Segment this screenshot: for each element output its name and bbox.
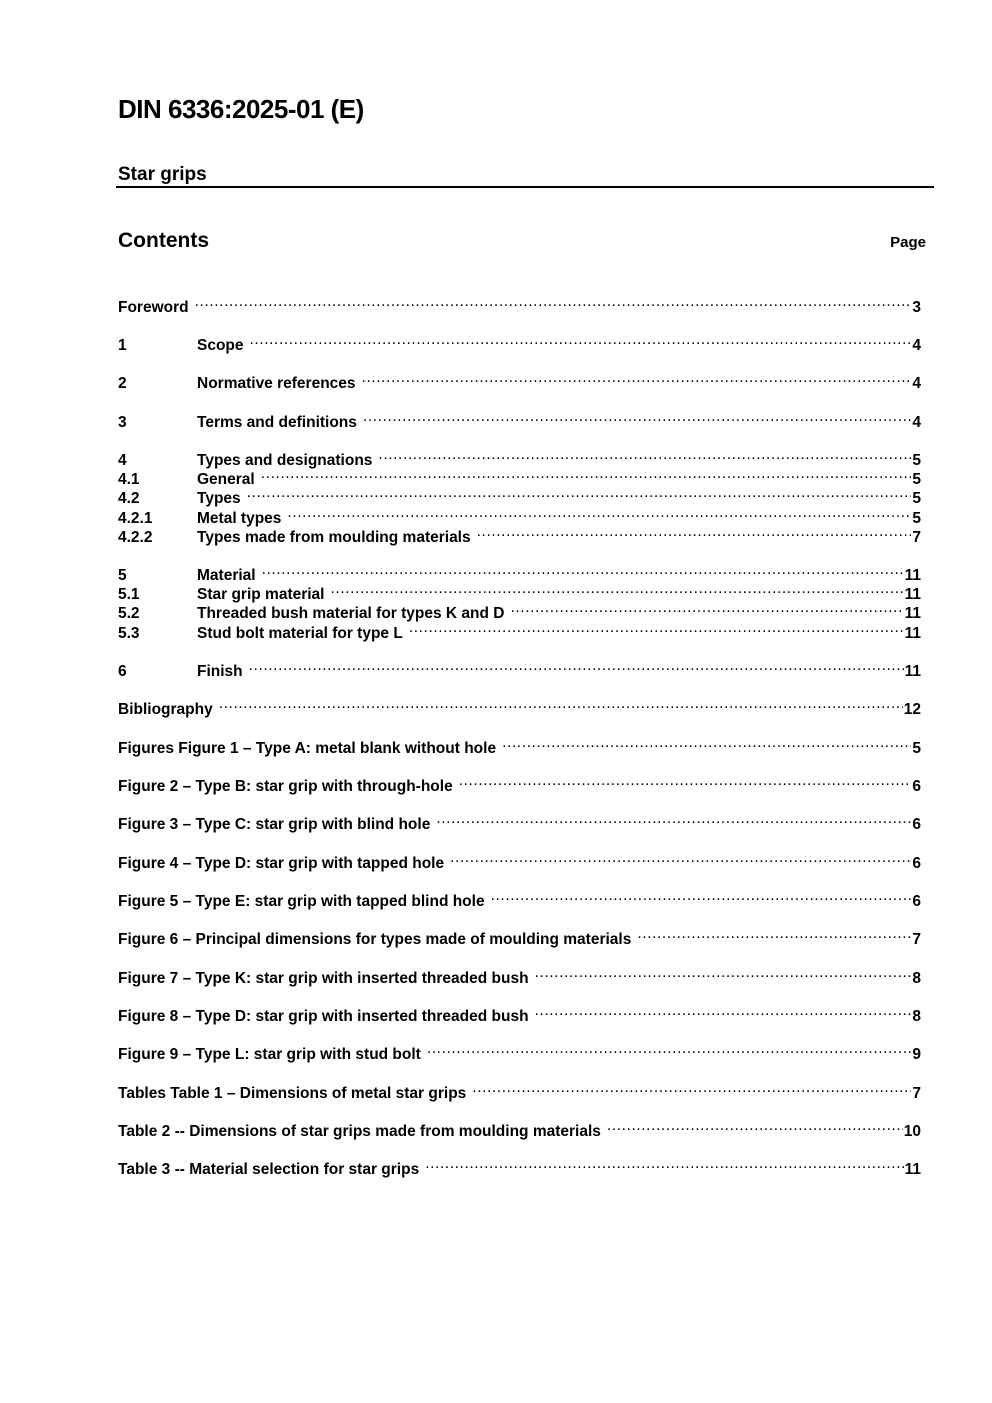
toc-entry-number: 3 (118, 414, 127, 431)
toc-entry[interactable] (118, 1154, 921, 1178)
toc-entry-page: 5 (912, 471, 921, 488)
toc-entry-page: 11 (904, 1161, 921, 1178)
toc-entry-page: 7 (912, 529, 921, 546)
toc-entry[interactable] (118, 1039, 921, 1063)
toc-entry-title: Metal types (197, 510, 282, 527)
toc-entry-title: Figure 6 – Principal dimensions for types made of moulding materials (118, 931, 632, 948)
toc-entry-title: Scope (197, 337, 244, 354)
toc-entry-title: General (197, 471, 255, 488)
toc-dot-leader (459, 771, 912, 791)
toc-entry-title: Table 3 -- Material selection for star grips (118, 1161, 420, 1178)
toc-dot-leader (287, 503, 911, 523)
toc-dot-leader (249, 656, 904, 676)
toc-entry-title: Stud bolt material for type L (197, 625, 403, 642)
toc-dot-leader (409, 618, 904, 638)
toc-entry[interactable] (118, 407, 921, 431)
page-column-label: Page (890, 234, 926, 251)
toc-entry-page: 8 (912, 970, 921, 987)
toc-entry-page: 6 (912, 893, 921, 910)
toc-entry-title: Figure 8 – Type D: star grip with inserted threaded bush (118, 1008, 529, 1025)
toc-dot-leader (363, 407, 911, 427)
toc-entry-page: 11 (904, 605, 921, 622)
toc-entry-title: Figure 5 – Type E: star grip with tapped blind hole (118, 893, 485, 910)
document-id: DIN 6336:2025-01 (E) (118, 94, 364, 124)
toc-entry-page: 6 (912, 816, 921, 833)
toc-entry-title: Figure 9 – Type L: star grip with stud bolt (118, 1046, 421, 1063)
toc-entry-number: 4.2.1 (118, 510, 153, 527)
toc-entry-number: 4.1 (118, 471, 140, 488)
toc-entry-page: 7 (912, 1085, 921, 1102)
toc-entry[interactable] (118, 886, 921, 910)
toc-entry[interactable] (118, 618, 921, 642)
toc-entry-page: 9 (912, 1046, 921, 1063)
toc-entry-title: Types and designations (197, 452, 373, 469)
toc-dot-leader (195, 292, 912, 312)
toc-entry-title: Figure 2 – Type B: star grip with through-hole (118, 778, 453, 795)
toc-entry-title: Table 2 -- Dimensions of star grips made from moulding materials (118, 1123, 601, 1140)
toc-dot-leader (247, 483, 912, 503)
toc-dot-leader (436, 809, 911, 829)
toc-entry[interactable] (118, 330, 921, 354)
toc-dot-leader (450, 848, 911, 868)
toc-dot-leader (535, 1001, 912, 1021)
toc-entry-page: 11 (904, 586, 921, 603)
toc-entry[interactable] (118, 809, 921, 833)
toc-entry-page: 11 (904, 567, 921, 584)
toc-entry[interactable] (118, 579, 921, 603)
toc-entry[interactable] (118, 483, 921, 507)
toc-entry-number: 2 (118, 375, 127, 392)
toc-entry-title: Figure 4 – Type D: star grip with tapped hole (118, 855, 445, 872)
toc-entry-page: 6 (912, 778, 921, 795)
toc-entry-title: Tables Table 1 – Dimensions of metal star grips (118, 1085, 467, 1102)
toc-entry[interactable] (118, 368, 921, 392)
toc-entry[interactable] (118, 733, 921, 757)
toc-dot-leader (477, 522, 912, 542)
document-title: Star grips (118, 164, 207, 185)
toc-dot-leader (637, 924, 911, 944)
toc-entry[interactable] (118, 292, 921, 316)
toc-entry[interactable] (118, 694, 921, 718)
toc-dot-leader (427, 1039, 912, 1059)
toc-dot-leader (362, 368, 912, 388)
toc-dot-leader (510, 598, 903, 618)
toc-entry[interactable] (118, 1116, 921, 1140)
toc-entry-page: 12 (903, 701, 921, 718)
toc-entry[interactable] (118, 1001, 921, 1025)
toc-entry[interactable] (118, 464, 921, 488)
toc-entry-title: Terms and definitions (197, 414, 357, 431)
toc-entry-title: Normative references (197, 375, 356, 392)
toc-entry-title: Figure 3 – Type C: star grip with blind hole (118, 816, 431, 833)
toc-entry-number: 6 (118, 663, 127, 680)
toc-entry[interactable] (118, 522, 921, 546)
toc-dot-leader (491, 886, 912, 906)
toc-entry-page: 4 (912, 337, 921, 354)
toc-entry-title: Figure 7 – Type K: star grip with inserted threaded bush (118, 970, 529, 987)
toc-dot-leader (607, 1116, 903, 1136)
toc-entry-page: 11 (904, 663, 921, 680)
toc-entry-page: 5 (912, 740, 921, 757)
toc-entry-number: 5.3 (118, 625, 140, 642)
toc-dot-leader (262, 560, 904, 580)
toc-entry[interactable] (118, 560, 921, 584)
toc-dot-leader (502, 733, 911, 753)
toc-dot-leader (378, 445, 911, 465)
toc-dot-leader (425, 1154, 903, 1174)
toc-entry-number: 1 (118, 337, 127, 354)
toc-entry-page: 5 (912, 510, 921, 527)
toc-entry-page: 6 (912, 855, 921, 872)
toc-entry-page: 5 (912, 452, 921, 469)
toc-entry[interactable] (118, 924, 921, 948)
toc-entry[interactable] (118, 445, 921, 469)
toc-entry-page: 7 (912, 931, 921, 948)
toc-entry-page: 11 (904, 625, 921, 642)
toc-dot-leader (261, 464, 912, 484)
toc-entry-title: Star grip material (197, 586, 325, 603)
toc-entry[interactable] (118, 963, 921, 987)
toc-entry-title: Bibliography (118, 701, 213, 718)
toc-entry-number: 5.1 (118, 586, 140, 603)
toc-dot-leader (331, 579, 904, 599)
toc-dot-leader (219, 694, 903, 714)
toc-entry[interactable] (118, 848, 921, 872)
toc-entry[interactable] (118, 1078, 921, 1102)
toc-dot-leader (535, 963, 912, 983)
toc-entry-page: 4 (912, 375, 921, 392)
toc-entry[interactable] (118, 656, 921, 680)
toc-entry-title: Types (197, 490, 241, 507)
toc-entry-number: 4.2 (118, 490, 140, 507)
toc-entry-title: Material (197, 567, 256, 584)
title-underline (116, 186, 934, 188)
toc-entry-page: 3 (912, 299, 921, 316)
toc-entry-page: 8 (912, 1008, 921, 1025)
toc-entry-page: 10 (903, 1123, 921, 1140)
toc-entry-number: 4 (118, 452, 127, 469)
toc-entry[interactable] (118, 771, 921, 795)
toc-entry-title: Types made from moulding materials (197, 529, 471, 546)
toc-entry[interactable] (118, 598, 921, 622)
toc-entry-page: 5 (912, 490, 921, 507)
contents-heading: Contents (118, 229, 209, 252)
toc-entry-number: 5 (118, 567, 127, 584)
toc-entry-title: Figures Figure 1 – Type A: metal blank without hole (118, 740, 497, 757)
toc-entry-page: 4 (912, 414, 921, 431)
toc-entry[interactable] (118, 503, 921, 527)
toc-entry-title: Foreword (118, 299, 189, 316)
toc-entry-number: 5.2 (118, 605, 140, 622)
toc-entry-title: Threaded bush material for types K and D (197, 605, 505, 622)
toc-dot-leader (472, 1078, 911, 1098)
toc-dot-leader (250, 330, 912, 350)
toc-entry-number: 4.2.2 (118, 529, 153, 546)
toc-entry-title: Finish (197, 663, 243, 680)
